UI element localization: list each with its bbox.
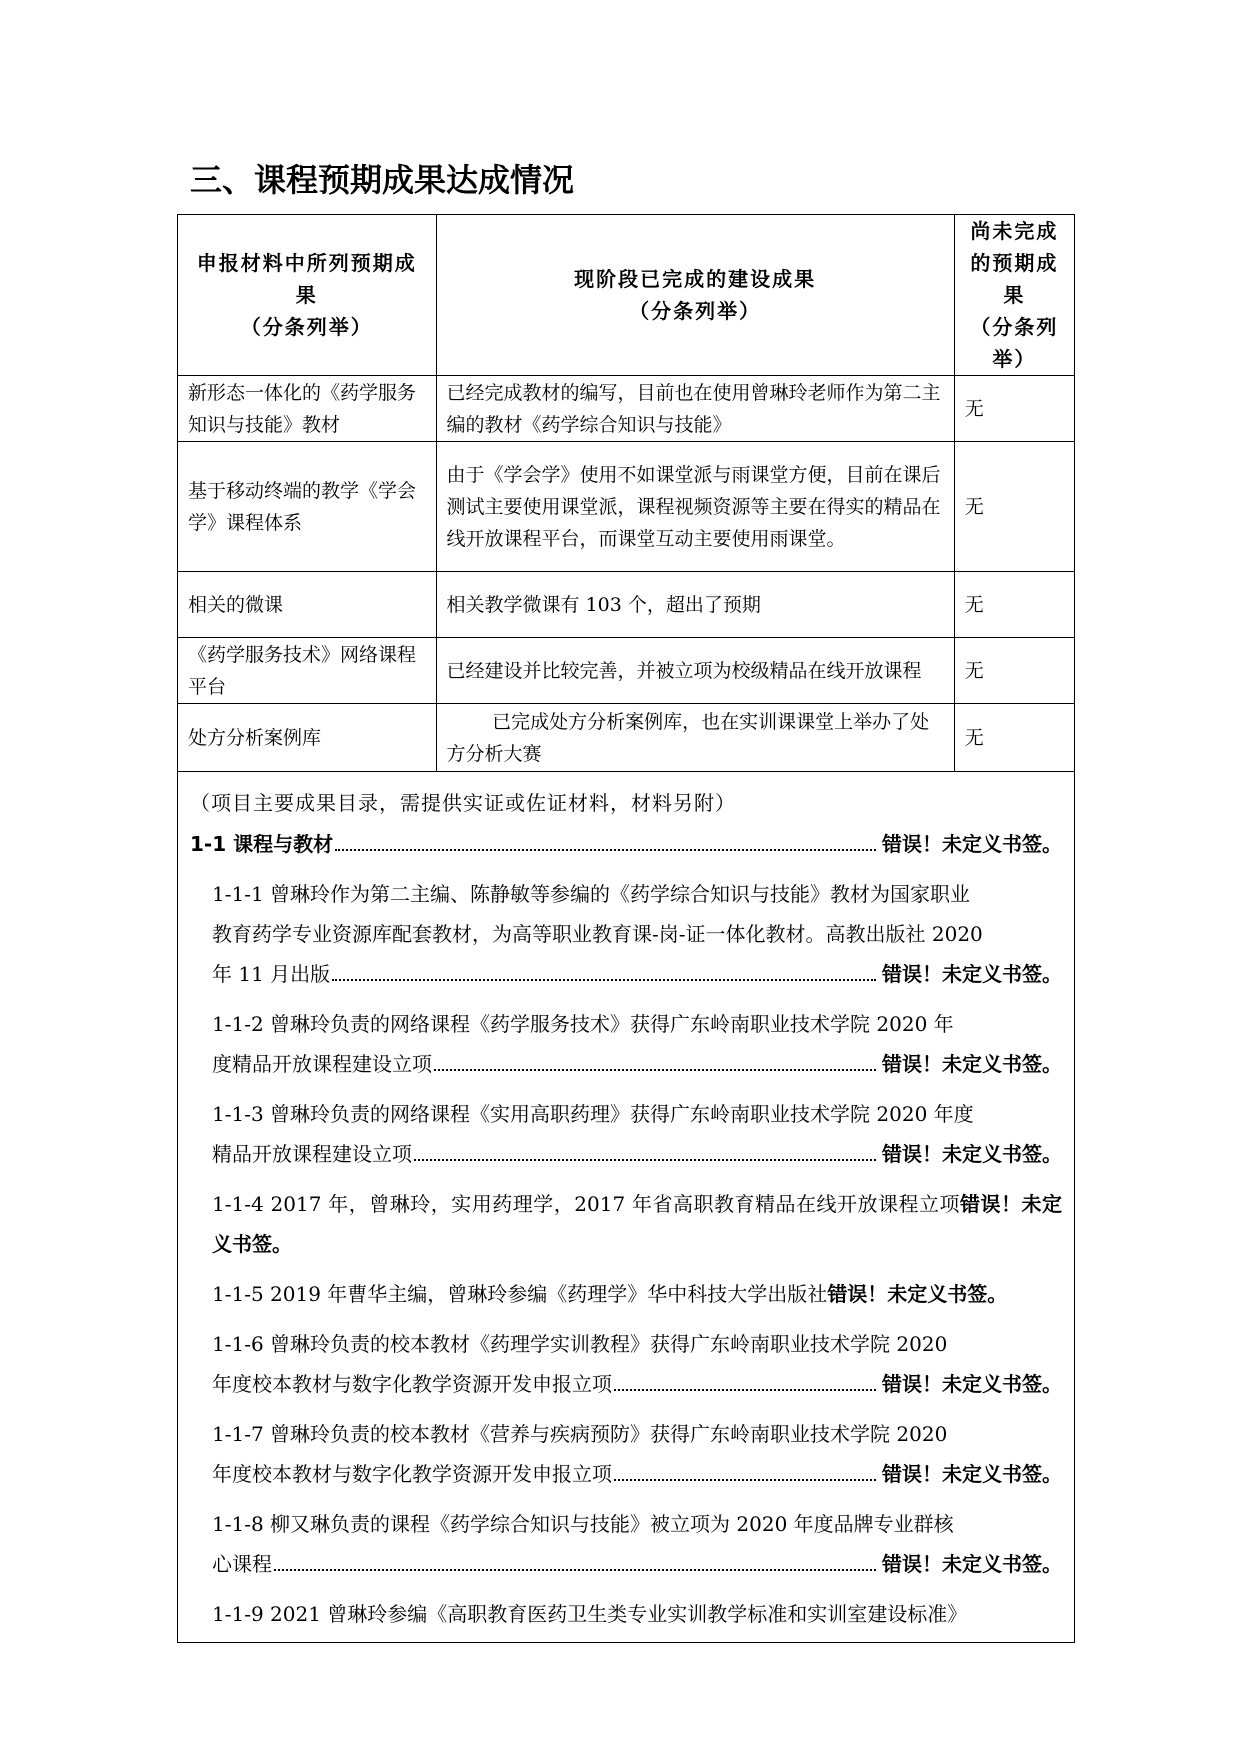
- cell-planned: 《药学服务技术》网络课程平台: [178, 638, 437, 704]
- cell-pending: 无: [954, 376, 1074, 442]
- toc-item[interactable]: [190, 1414, 1062, 1494]
- table-row: [178, 704, 1075, 772]
- toc-item-title: 精品开放课程建设立项: [212, 1142, 412, 1166]
- toc-error-text: 错误！未定义书签。: [882, 1142, 1062, 1166]
- toc-item-text: [212, 1184, 1062, 1264]
- table-header-row: [178, 215, 1075, 376]
- leader-dots: [614, 1479, 876, 1481]
- table-row: [178, 572, 1075, 638]
- cell-done: 已完成处方分析案例库，也在实训课课堂上举办了处方分析大赛: [436, 704, 954, 772]
- toc-error-text: 错误！未定义书签。: [827, 1282, 1008, 1306]
- toc-section-title: 1-1 课程与教材: [190, 832, 334, 856]
- leader-dots: [332, 979, 876, 981]
- toc-item-text: [212, 1274, 1062, 1314]
- cell-done: 已经建设并比较完善，并被立项为校级精品在线开放课程: [436, 638, 954, 704]
- toc-item[interactable]: [190, 874, 1062, 994]
- cell-planned: 基于移动终端的教学《学会学》课程体系: [178, 442, 437, 572]
- toc-error-text: 错误！未定义书签。: [882, 962, 1062, 986]
- toc-item-line: 1-1-6 曾琳玲负责的校本教材《药理学实训教程》获得广东岭南职业技术学院 2020: [212, 1332, 948, 1356]
- toc-section[interactable]: [190, 824, 1062, 864]
- toc-item-title: 年度校本教材与数字化教学资源开发申报立项: [212, 1462, 612, 1486]
- toc-item-title: 心课程: [212, 1552, 272, 1576]
- leader-dots: [434, 1069, 876, 1071]
- toc-row: [178, 772, 1075, 1643]
- toc-item-title: 年 11 月出版: [212, 962, 331, 986]
- toc-item-title: 1-1-4 2017 年，曾琳玲，实用药理学，2017 年省高职教育精品在线开放课程立项: [212, 1192, 961, 1216]
- cell-planned: 处方分析案例库: [178, 704, 437, 772]
- toc-item-last-line: [212, 1134, 1062, 1174]
- toc-item-last-line: [212, 1454, 1062, 1494]
- header-text: 果: [295, 283, 318, 307]
- table-row: [178, 376, 1075, 442]
- header-text: 的预期成: [970, 251, 1059, 275]
- toc-error-text: 错误！未定义书签。: [212, 1192, 1063, 1256]
- toc-item-line: 1-1-7 曾琳玲负责的校本教材《营养与疾病预防》获得广东岭南职业技术学院 2020: [212, 1422, 948, 1446]
- toc-item-title: 度精品开放课程建设立项: [212, 1052, 432, 1076]
- toc-item[interactable]: [190, 1004, 1062, 1084]
- cell-pending: 无: [954, 442, 1074, 572]
- toc-item-title: 年度校本教材与数字化教学资源开发申报立项: [212, 1372, 612, 1396]
- toc-error-text: 错误！未定义书签。: [882, 1372, 1062, 1396]
- toc-item[interactable]: [190, 1324, 1062, 1404]
- toc-item-title: 1-1-9 2021 曾琳玲参编《高职教育医药卫生类专业实训教学标准和实训室建设标准》: [212, 1602, 968, 1626]
- table-row: [178, 442, 1075, 572]
- header-pending: [954, 215, 1074, 376]
- leader-dots: [614, 1389, 876, 1391]
- page-title: 三、课程预期成果达成情况: [190, 161, 575, 199]
- header-done: [436, 215, 954, 376]
- header-text: 现阶段已完成的建设成果: [574, 267, 817, 291]
- header-text: （分条列: [970, 315, 1059, 339]
- toc-item[interactable]: [190, 1184, 1062, 1264]
- toc-error-text: 错误！未定义书签。: [882, 1052, 1062, 1076]
- header-text: 申报材料中所列预期成: [196, 251, 417, 275]
- toc-item[interactable]: [190, 1504, 1062, 1584]
- toc-item-title: 1-1-5 2019 年曹华主编，曾琳玲参编《药理学》华中科技大学出版社: [212, 1282, 828, 1306]
- header-planned: [178, 215, 437, 376]
- cell-pending: 无: [954, 638, 1074, 704]
- cell-done: 相关教学微课有 103 个，超出了预期: [436, 572, 954, 638]
- toc-item-line: 教育药学专业资源库配套教材，为高等职业教育课-岗-证一体化教材。高教出版社 2020: [212, 922, 983, 946]
- leader-dots: [335, 849, 876, 851]
- toc-item-line: 1-1-2 曾琳玲负责的网络课程《药学服务技术》获得广东岭南职业技术学院 2020 年: [212, 1012, 954, 1036]
- header-text: 举）: [992, 347, 1037, 371]
- header-text: 尚未完成: [970, 219, 1059, 243]
- cell-done: 由于《学会学》使用不如课堂派与雨课堂方便，目前在课后测试主要使用课堂派，课程视频资源等主要在得实的精品在线开放课程平台，而课堂互动主要使用雨课堂。: [436, 442, 954, 572]
- toc-item[interactable]: [190, 1274, 1062, 1314]
- toc-item-last-line: [212, 1544, 1062, 1584]
- header-text: （分条列举）: [629, 299, 762, 323]
- toc-item-last-line: [212, 1364, 1062, 1404]
- table-row: [178, 638, 1075, 704]
- toc-item-last-line: [212, 954, 1062, 994]
- toc-items: [190, 874, 1062, 1634]
- toc-item[interactable]: [190, 1094, 1062, 1174]
- toc-cell: [178, 772, 1075, 1643]
- toc-error-text: 错误！未定义书签。: [882, 1462, 1062, 1486]
- cell-pending: 无: [954, 704, 1074, 772]
- leader-dots: [274, 1569, 876, 1571]
- cell-pending: 无: [954, 572, 1074, 638]
- toc-item-line: 1-1-1 曾琳玲作为第二主编、陈静敏等参编的《药学综合知识与技能》教材为国家职业: [212, 882, 971, 906]
- toc-error-text: 错误！未定义书签。: [882, 1552, 1062, 1576]
- cell-planned: 相关的微课: [178, 572, 437, 638]
- cell-planned: 新形态一体化的《药学服务知识与技能》教材: [178, 376, 437, 442]
- toc-item[interactable]: [190, 1594, 1062, 1634]
- toc-note: （项目主要成果目录，需提供实证或佐证材料，材料另附）: [190, 791, 736, 815]
- toc-error-text: 错误！未定义书签。: [882, 832, 1062, 856]
- toc-item-line: 1-1-8 柳又琳负责的课程《药学综合知识与技能》被立项为 2020 年度品牌专业群核: [212, 1512, 954, 1536]
- leader-dots: [414, 1159, 876, 1161]
- cell-done: 已经完成教材的编写，目前也在使用曾琳玲老师作为第二主编的教材《药学综合知识与技能》: [436, 376, 954, 442]
- toc-item-text: [212, 1594, 1062, 1634]
- header-text: （分条列举）: [240, 315, 373, 339]
- toc-item-line: 1-1-3 曾琳玲负责的网络课程《实用高职药理》获得广东岭南职业技术学院 2020 年度: [212, 1102, 974, 1126]
- header-text: 果: [1003, 283, 1026, 307]
- toc-item-last-line: [212, 1044, 1062, 1084]
- results-table: [177, 214, 1075, 1643]
